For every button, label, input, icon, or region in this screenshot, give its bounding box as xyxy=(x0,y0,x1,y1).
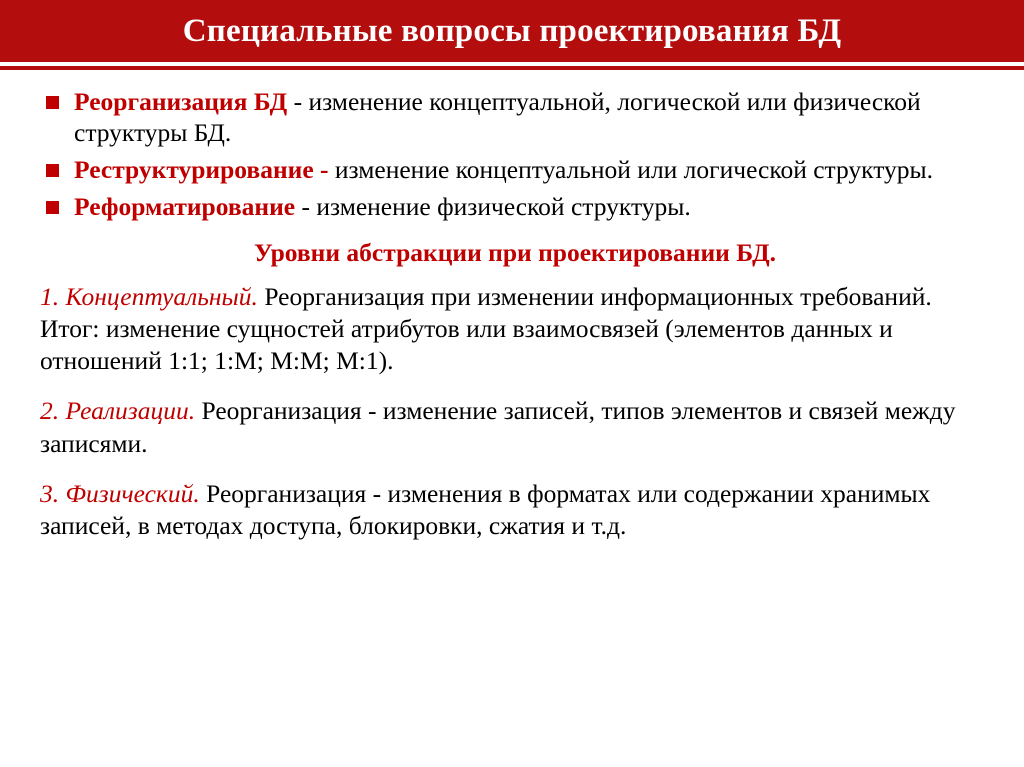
list-item-definition: - изменение концептуальной, логической или физической структуры БД. xyxy=(74,87,921,148)
list-item-definition: - изменение физической структуры. xyxy=(295,192,691,222)
numbered-item-text: Реорганизация - изменение записей, типов элементов и связей между записями. xyxy=(40,396,956,458)
numbered-item xyxy=(40,395,990,459)
square-bullet-icon xyxy=(46,201,59,214)
list-item-term: Реформатирование xyxy=(74,192,296,222)
section-subheading: Уровни абстракции при проектировании БД. xyxy=(253,238,777,268)
numbered-item-number: 1. xyxy=(40,282,60,312)
numbered-item xyxy=(40,281,990,377)
numbered-item-name: Реализации. xyxy=(65,396,196,426)
numbered-item-number: 3. xyxy=(40,478,60,508)
bullet-list xyxy=(40,86,990,222)
list-item-term: Реструктурирование - xyxy=(74,155,329,185)
square-bullet-icon xyxy=(46,96,59,109)
square-bullet-icon xyxy=(46,164,59,177)
slide-title-bar xyxy=(0,0,1024,62)
list-item xyxy=(40,154,990,185)
slide-content xyxy=(0,70,1024,542)
numbered-item-name: Физический. xyxy=(65,478,200,508)
list-item xyxy=(40,191,990,222)
numbered-item-name: Концептуальный. xyxy=(65,282,258,312)
list-item-term: Реорганизация БД xyxy=(74,87,288,116)
numbered-item-number: 2. xyxy=(40,396,60,426)
numbered-item-text: Реорганизация при изменении информационных требований. Итог: изменение сущностей атрибутов или взаимосвязей (элементов данных и отношений 1:1; 1:М; М:М; М:1). xyxy=(40,282,932,376)
page-title: Специальные вопросы проектирования БД xyxy=(182,12,842,49)
numbered-item-text: Реорганизация - изменения в форматах или содержании хранимых записей, в методах доступа, блокировки, сжатия и т.д. xyxy=(40,478,931,540)
list-item-definition: изменение концептуальной или логической структуры. xyxy=(328,155,934,185)
numbered-item xyxy=(40,478,990,542)
list-item xyxy=(40,86,990,148)
